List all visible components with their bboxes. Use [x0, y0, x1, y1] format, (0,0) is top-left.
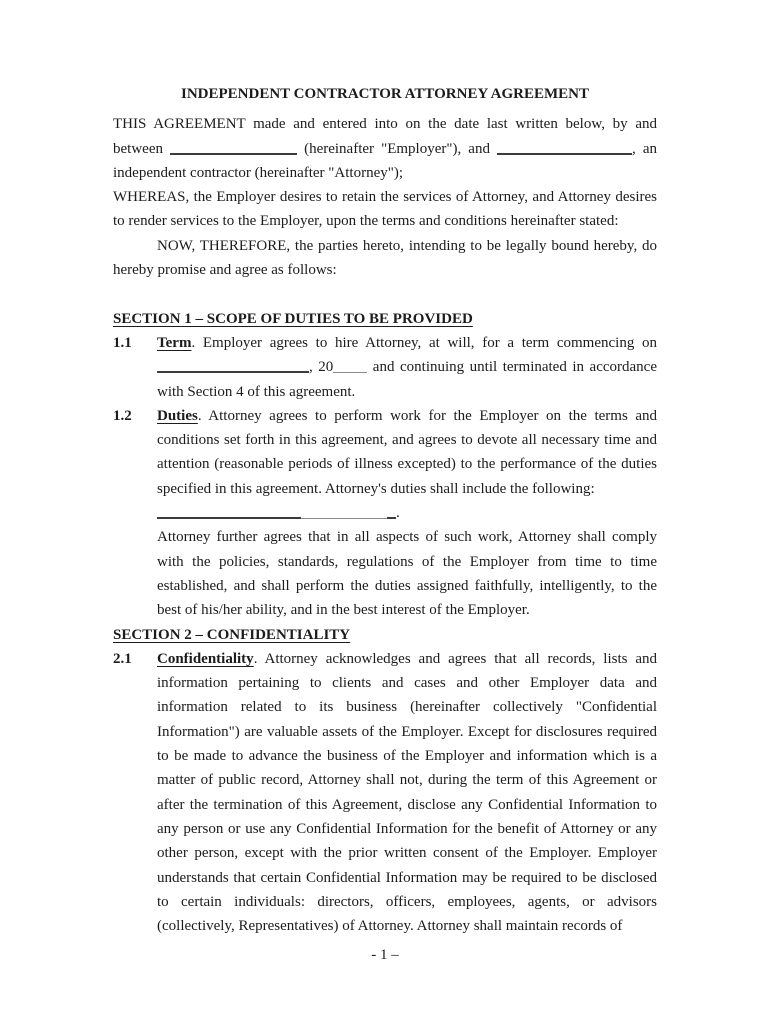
intro-text-1: THIS AGREEMENT made and entered into on the date last written below, by and between — [113, 116, 657, 157]
clause-2-1-body — [157, 647, 657, 939]
document-title: INDEPENDENT CONTRACTOR ATTORNEY AGREEMENT — [181, 86, 589, 102]
now-therefore-paragraph: NOW, THEREFORE, the parties hereto, intending to be legally bound hereby, do hereby promise and agree as follows: — [113, 237, 657, 279]
clause-1-1-paragraph — [157, 331, 657, 404]
section-2-heading: SECTION 2 – CONFIDENTIALITY — [113, 626, 351, 643]
clause-1-1-label: Term — [157, 334, 192, 351]
clause-1-2-label: Duties — [157, 407, 198, 424]
blank-commencement-date[interactable] — [157, 358, 309, 373]
clause-1-1-text-3: and continuing until terminated in accordance with Section 4 of this agreement. — [157, 359, 657, 400]
blank-employer-name[interactable] — [170, 140, 297, 155]
page-number: - 1 – — [371, 947, 399, 964]
clause-1-1-text-1: . Employer agrees to hire Attorney, at will, for a term commencing on — [191, 334, 657, 351]
clause-1-2-paragraph — [157, 404, 657, 501]
clause-1-2-continuation: Attorney further agrees that in all aspects of such work, Attorney shall comply with the policies, standards, regulations of the Employer from time to time established, and shall perform the duties assigned faithfully, intelligently, to the best of his/her ability, and in the best interest of the Employer. — [157, 529, 657, 619]
blank-attorney-name[interactable] — [497, 140, 632, 155]
clause-1-2-body — [157, 404, 657, 623]
clause-2-1 — [113, 647, 657, 939]
blank-duties-2[interactable] — [301, 505, 387, 519]
clause-2-1-text-1: . Attorney acknowledges and agrees that all records, lists and information pertaining to clients and cases and other Employer data and information related to its business (hereinafter collectively "Confidential Information") are valuable assets of the Employer. Except for disclosures required to be made to advance the business of the Employer and information which is a matter of public record, Attorney shall not, during the term of this Agreement or after the termination of this Agreement, disclose any Confidential Information to any person or use any Confidential Information for the benefit of Attorney or any other person, except with the prior written consent of the Employer. Employer understands that certain Confidential Information may be required to be disclosed to certain individuals: directors, officers, employees, agents, or advisors (collectively, Representatives) of Attorney. Attorney shall maintain records of — [157, 650, 657, 935]
clause-1-1-body — [157, 331, 657, 404]
clause-1-1-text-2: , 20 — [309, 359, 334, 376]
intro-text-2: (hereinafter "Employer"), and — [297, 140, 498, 157]
blank-duties-3[interactable] — [387, 504, 396, 519]
clause-1-2-text-1: . Attorney agrees to perform work for the Employer on the terms and conditions set forth in this agreement, and agrees to devote all necessary time and attention (reasonable periods of illness excepted) to the performance of the duties specified in this agreement. Attorney's duties shall include the following: — [157, 407, 657, 497]
clause-2-1-paragraph — [157, 647, 657, 939]
intro-paragraph — [113, 112, 657, 185]
clause-2-1-number: 2.1 — [113, 650, 132, 667]
clause-1-2 — [113, 404, 657, 623]
whereas-paragraph: WHEREAS, the Employer desires to retain the services of Attorney, and Attorney desires to render services to the Employer, upon the terms and conditions hereinafter stated: — [113, 189, 657, 230]
duties-blank-line — [157, 501, 657, 525]
clause-1-1-number: 1.1 — [113, 334, 132, 351]
clause-1-2-number: 1.2 — [113, 407, 132, 424]
clause-1-1 — [113, 331, 657, 404]
duties-blank-period: . — [396, 505, 400, 522]
intro-text-3: , an independent contractor (hereinafter "Attorney"); — [113, 140, 657, 181]
blank-duties-1[interactable] — [157, 504, 301, 519]
section-1-heading: SECTION 1 – SCOPE OF DUTIES TO BE PROVIDED — [113, 310, 473, 327]
clause-2-1-label: Confidentiality — [157, 650, 254, 667]
blank-year[interactable] — [333, 359, 367, 373]
